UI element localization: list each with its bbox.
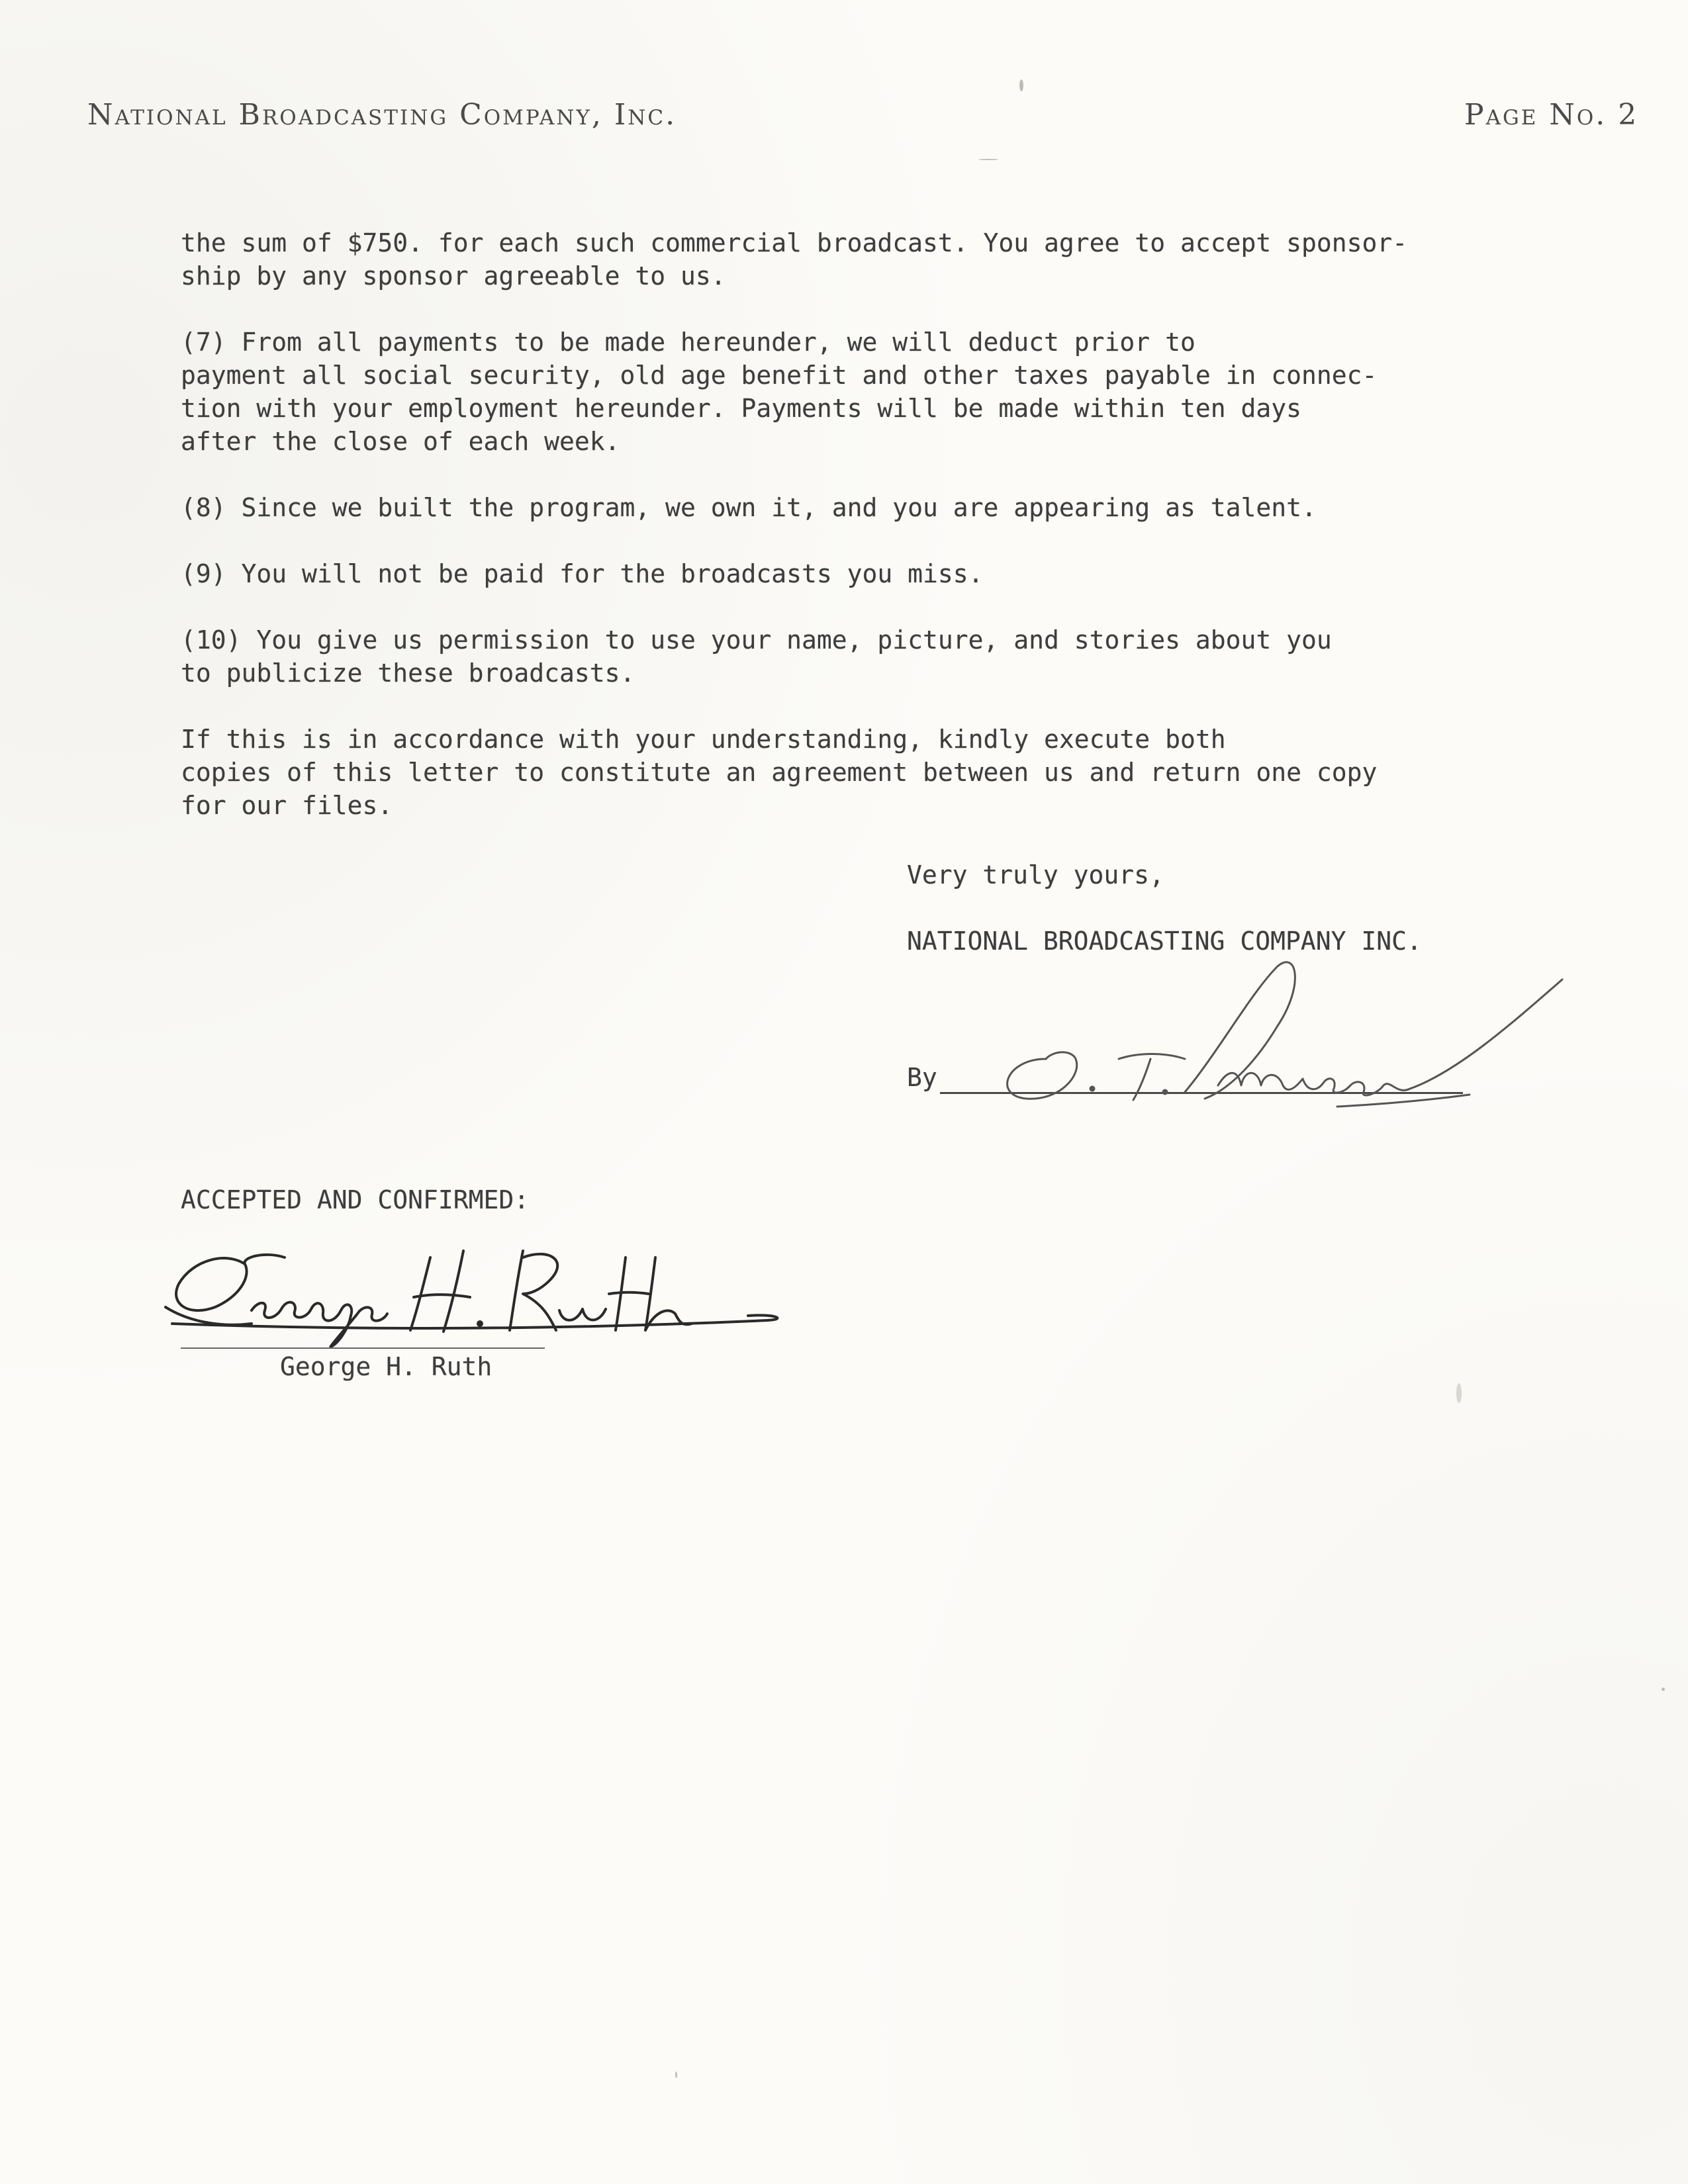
- para7-line-3: tion with your employment hereunder. Payments will be made within ten days: [181, 394, 1301, 423]
- acceptance-signature: [152, 1231, 814, 1357]
- signoff-company: NATIONAL BROADCASTING COMPANY INC.: [907, 927, 1422, 956]
- company-signature: [966, 953, 1615, 1112]
- closing-line-2: copies of this letter to constitute an agreement between us and return one copy: [181, 758, 1378, 787]
- scan-mark: [978, 159, 998, 160]
- salutation: Very truly yours,: [907, 860, 1164, 889]
- accepted-confirmed-label: ACCEPTED AND CONFIRMED:: [181, 1185, 530, 1214]
- closing-line-3: for our files.: [181, 791, 393, 820]
- scan-mark: [1662, 1688, 1665, 1691]
- para10-line-2: to publicize these broadcasts.: [181, 659, 635, 688]
- para7-line-4: after the close of each week.: [181, 427, 620, 456]
- closing-line-1: If this is in accordance with your understanding, kindly execute both: [181, 725, 1226, 754]
- scan-mark: [675, 2071, 677, 2078]
- by-label: By: [907, 1063, 937, 1092]
- para1-line-1: the sum of $750. for each such commercial broadcast. You agree to accept sponsor-: [181, 228, 1408, 257]
- para7-line-1: (7) From all payments to be made hereunder, we will deduct prior to: [181, 328, 1196, 357]
- scan-mark: [1019, 79, 1023, 91]
- acceptance-typed-name: George H. Ruth: [280, 1352, 492, 1381]
- acceptance-signature-line: [181, 1347, 545, 1349]
- para10-line-1: (10) You give us permission to use your name, picture, and stories about you: [181, 625, 1332, 655]
- page-number: Page No. 2: [1464, 98, 1639, 132]
- scan-mark: [1456, 1383, 1462, 1403]
- para8-line: (8) Since we built the program, we own it, and you are appearing as talent.: [181, 493, 1317, 522]
- para1-line-2: ship by any sponsor agreeable to us.: [181, 261, 726, 291]
- letterhead-company: National Broadcasting Company, Inc.: [87, 98, 677, 132]
- para7-line-2: payment all social security, old age benefit and other taxes payable in connec-: [181, 361, 1378, 390]
- para9-line: (9) You will not be paid for the broadcasts you miss.: [181, 559, 984, 588]
